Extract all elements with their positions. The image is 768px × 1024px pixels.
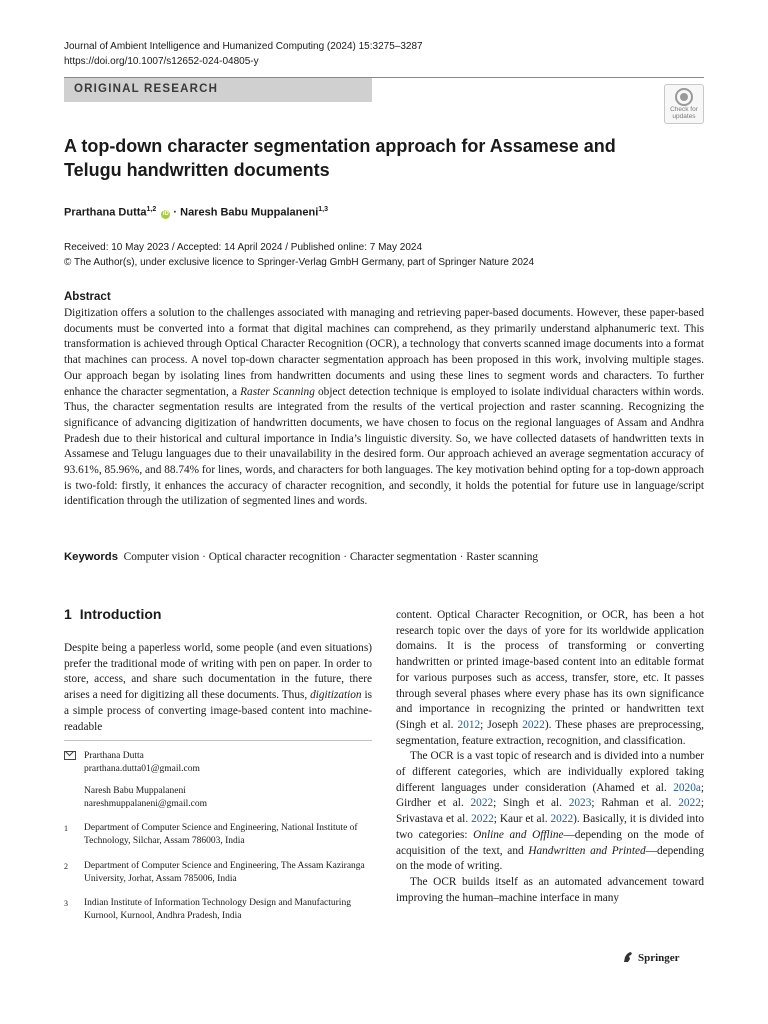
text-run: content. Optical Character Recognition, or OCR, has been a hot research topic over the days of yore for its worldwide application domains. It is the process of transforming or converting handwritten or printed image-based content into an editable format for various purposes such as access, transfer, store, etc. It passes through several phases where every phase has its own significance and importance in recognizing the printed or handwritten text (Singh et al. xyxy=(396,609,704,731)
author-name[interactable]: Prarthana Dutta xyxy=(64,206,147,219)
citation-link[interactable]: 2022 xyxy=(678,797,701,810)
affiliation-text: Indian Institute of Information Technology Design and Manufacturing Kurnool, Kurnool, Andhra Pradesh, India xyxy=(84,898,351,921)
citation-link[interactable]: 2022 xyxy=(550,813,574,826)
text-run: ; Singh et al. xyxy=(493,797,569,810)
publication-dates: Received: 10 May 2023 / Accepted: 14 April 2024 / Published online: 7 May 2024 xyxy=(64,242,423,253)
affiliation-text: Department of Computer Science and Engineering, The Assam Kaziranga University, Jorhat, Assam 785006, India xyxy=(84,861,365,884)
journal-citation: Journal of Ambient Intelligence and Humanized Computing (2024) 15:3275–3287 xyxy=(64,41,423,52)
citation-link[interactable]: 2020a xyxy=(673,781,701,794)
text-run: ; Kaur et al. xyxy=(493,813,551,826)
author-email[interactable]: nareshmuppalaneni@gmail.com xyxy=(84,799,207,809)
badge-line2: updates xyxy=(672,113,696,120)
section-banner xyxy=(64,78,372,102)
section-heading-introduction xyxy=(64,606,161,622)
text-run: ; Rahman et al. xyxy=(591,797,679,810)
paper-title: A top-down character segmentation approach for Assamese and Telugu handwritten documents xyxy=(64,136,616,180)
section-number: 1 xyxy=(64,606,72,622)
affiliation-number: 1 xyxy=(64,824,68,833)
text-run: —depending on the mode of writing. xyxy=(396,844,704,873)
keywords-line xyxy=(64,549,538,565)
section-label: ORIGINAL RESEARCH xyxy=(74,83,219,95)
citation-link[interactable]: 2012 xyxy=(457,718,481,731)
text-run: ; Girdher et al. xyxy=(396,781,704,810)
text-run: Despite being a paperless world, some people (and even situations) prefer the traditional mode of writing with pen on paper. In order to store, access, and share such documentation in the future, there arises a need for digitizing all these documents. Thus, xyxy=(64,642,372,702)
abstract-emphasis: Raster Scanning xyxy=(240,385,315,398)
footnote-divider xyxy=(64,740,372,741)
check-for-updates-badge[interactable] xyxy=(664,84,704,124)
citation-link[interactable]: 2022 xyxy=(470,797,494,810)
author-name: Naresh Babu Muppalaneni xyxy=(84,786,186,796)
citation-link[interactable]: 2022 xyxy=(471,813,494,826)
emphasis: Online and Offline xyxy=(473,828,564,841)
affiliation-number: 2 xyxy=(64,862,68,871)
author-separator: · xyxy=(173,206,178,219)
springer-horse-icon xyxy=(622,951,634,963)
abstract-text-part: Digitization offers a solution to the challenges associated with managing and retrieving paper-based documents. However, these paper-based documents must be converted into a format that digital machines can comprehend, as they primarily understand alphanumeric text. This transformation is achieved through Optical Character Recognition (OCR), a technology that converts scanned image documents into a format that machines can process. A novel top-down character segmentation approach has been proposed in this work, involving multiple stages. Our approach began by isolating lines from handwritten documents and using these lines to segment words and characters. To further enhance the character segmentation, a xyxy=(64,307,704,398)
text-run: ). Basically, it is divided into two categories: xyxy=(396,813,704,841)
envelope-icon xyxy=(64,750,76,763)
section-title: Introduction xyxy=(79,606,162,622)
keywords-list: Computer vision · Optical character recognition · Character segmentation · Raster scanning xyxy=(123,551,539,563)
author-email[interactable]: prarthana.dutta01@gmail.com xyxy=(84,764,200,774)
left-column-text xyxy=(64,641,372,735)
emphasis: digitization xyxy=(310,689,362,702)
publisher-logo xyxy=(622,951,680,964)
update-icon xyxy=(675,88,693,106)
citation-link[interactable]: 2023 xyxy=(568,797,592,810)
doi-link[interactable]: https://doi.org/10.1007/s12652-024-04805-y xyxy=(64,56,259,67)
citation-link[interactable]: 2022 xyxy=(522,718,545,731)
paragraph xyxy=(396,608,704,749)
keywords-label: Keywords xyxy=(64,551,118,563)
author-name[interactable]: Naresh Babu Muppalaneni xyxy=(180,206,319,219)
author-name: Prarthana Dutta xyxy=(84,751,144,761)
text-run: ; Srivastava et al. xyxy=(396,797,704,826)
text-run: is a simple process of converting image-based content into machine-readable xyxy=(64,689,373,733)
copyright-notice: © The Author(s), under exclusive licence to Springer-Verlag GmbH Germany, part of Springer Nature 2024 xyxy=(64,257,534,268)
abstract-heading: Abstract xyxy=(64,291,111,303)
affiliation-text: Department of Computer Science and Engineering, National Institute of Technology, Silchar, Assam 786003, India xyxy=(84,823,358,846)
publisher-name: Springer xyxy=(638,952,680,964)
author-list xyxy=(64,202,328,221)
badge-line1: Check for xyxy=(670,106,698,113)
right-column-text xyxy=(396,608,704,906)
emphasis: Handwritten and Printed xyxy=(528,844,646,857)
text-run: —depending on the mode of acquisition of the text, and xyxy=(396,828,704,857)
affiliation-number: 3 xyxy=(64,899,68,908)
paragraph xyxy=(64,641,372,735)
text-run: The OCR is a vast topic of research and is divided into a number of different categories, which are individually explored taking different languages under consideration (Ahamed et al. xyxy=(396,750,704,794)
text-run: ; Joseph xyxy=(480,718,523,731)
paragraph: The OCR builds itself as an automated advancement toward improving the human–machine interface in many xyxy=(396,875,704,904)
text-run: ). These phases are preprocessing, segmentation, feature extraction, recognition, and classification. xyxy=(396,718,705,747)
affiliation-marker: 1,2 xyxy=(146,206,157,213)
affiliation-marker: 1,3 xyxy=(318,206,328,213)
paragraph xyxy=(396,749,704,875)
abstract-text-part: object detection technique is employed to isolate individual characters within words. Thus, the character segmentation results are integrated from the results of the vertical projection and raster scanning. Recognizing the significance of advancing digitization of handwritten documents, we have chosen to focus on the regional languages of Assam and Andhra Pradesh due to their historical and cultural importance in India’s linguistic diversity. So, we have collected datasets of handwritten texts in Assamese and Telugu languages due to their unavailability in the desired form. Our approach achieved an average segmentation accuracy of 93.61%, 85.96%, and 88.74% for lines, words, and characters for both languages. The key motivation behind opting for a top-down approach is two-fold: firstly, it enhances the accuracy of character recognition, and secondly, it holds the potential for future use in language/script identification through the utilization of segmented lines and words. xyxy=(64,385,704,508)
abstract-body xyxy=(64,306,704,510)
orcid-icon[interactable]: iD xyxy=(162,210,169,217)
